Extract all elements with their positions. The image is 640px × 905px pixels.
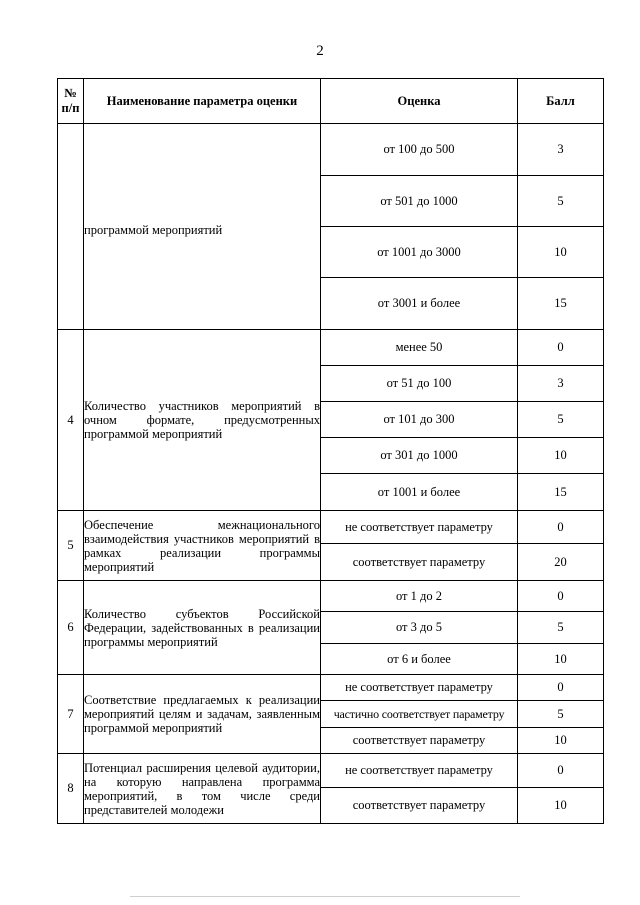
score: 15 [518, 278, 604, 330]
score: 0 [518, 581, 604, 612]
evaluation: частично соответствует параметру [321, 701, 518, 728]
score: 20 [518, 544, 604, 581]
parameter-name: Потенциал расширения целевой аудитории, на которую направлена программа мероприятий, в том числе среди представителей молодежи [84, 754, 321, 824]
header-score: Балл [518, 79, 604, 124]
score: 10 [518, 227, 604, 278]
table-row [58, 754, 604, 788]
score: 0 [518, 511, 604, 544]
score: 10 [518, 438, 604, 474]
score: 5 [518, 701, 604, 728]
header-name: Наименование параметра оценки [84, 79, 321, 124]
evaluation: от 100 до 500 [321, 124, 518, 176]
table-row [58, 675, 604, 701]
score: 0 [518, 754, 604, 788]
score: 3 [518, 366, 604, 402]
parameter-name: Обеспечение межнационального взаимодействия участников мероприятий в рамках реализации программы мероприятий [84, 511, 321, 581]
evaluation: от 3 до 5 [321, 612, 518, 644]
score: 0 [518, 675, 604, 701]
score: 0 [518, 330, 604, 366]
score: 10 [518, 728, 604, 754]
score: 10 [518, 644, 604, 675]
parameter-name: программой мероприятий [84, 124, 321, 330]
score: 5 [518, 402, 604, 438]
evaluation: от 1 до 2 [321, 581, 518, 612]
score: 5 [518, 612, 604, 644]
score: 10 [518, 788, 604, 824]
evaluation: от 6 и более [321, 644, 518, 675]
row-number: 7 [58, 675, 84, 754]
evaluation: не соответствует параметру [321, 754, 518, 788]
evaluation: соответствует параметру [321, 788, 518, 824]
row-number: 4 [58, 330, 84, 511]
evaluation: соответствует параметру [321, 728, 518, 754]
page-number: 2 [316, 43, 324, 59]
evaluation: соответствует параметру [321, 544, 518, 581]
row-number: 6 [58, 581, 84, 675]
row-number: 8 [58, 754, 84, 824]
parameter-name: Количество субъектов Российской Федерации, задействованных в реализации программы мероприятий [84, 581, 321, 675]
evaluation: менее 50 [321, 330, 518, 366]
score: 5 [518, 176, 604, 227]
header-eval: Оценка [321, 79, 518, 124]
table-row [58, 124, 604, 176]
parameter-name: Количество участников мероприятий в очном формате, предусмотренных программой мероприятий [84, 330, 321, 511]
score: 15 [518, 474, 604, 511]
row-number: 5 [58, 511, 84, 581]
assessment-table [57, 78, 604, 824]
score: 3 [518, 124, 604, 176]
evaluation: от 501 до 1000 [321, 176, 518, 227]
row-number [58, 124, 84, 330]
evaluation: от 1001 и более [321, 474, 518, 511]
evaluation: от 3001 и более [321, 278, 518, 330]
page-bottom-line [130, 896, 520, 897]
evaluation: от 51 до 100 [321, 366, 518, 402]
table-row [58, 330, 604, 366]
evaluation: от 301 до 1000 [321, 438, 518, 474]
evaluation: не соответствует параметру [321, 511, 518, 544]
parameter-name: Соответствие предлагаемых к реализации мероприятий целям и задачам, заявленным программой мероприятий [84, 675, 321, 754]
evaluation: от 1001 до 3000 [321, 227, 518, 278]
table-row [58, 581, 604, 612]
evaluation: не соответствует параметру [321, 675, 518, 701]
table-row [58, 511, 604, 544]
header-num: № п/п [58, 79, 84, 124]
evaluation: от 101 до 300 [321, 402, 518, 438]
table-header-row [58, 79, 604, 124]
